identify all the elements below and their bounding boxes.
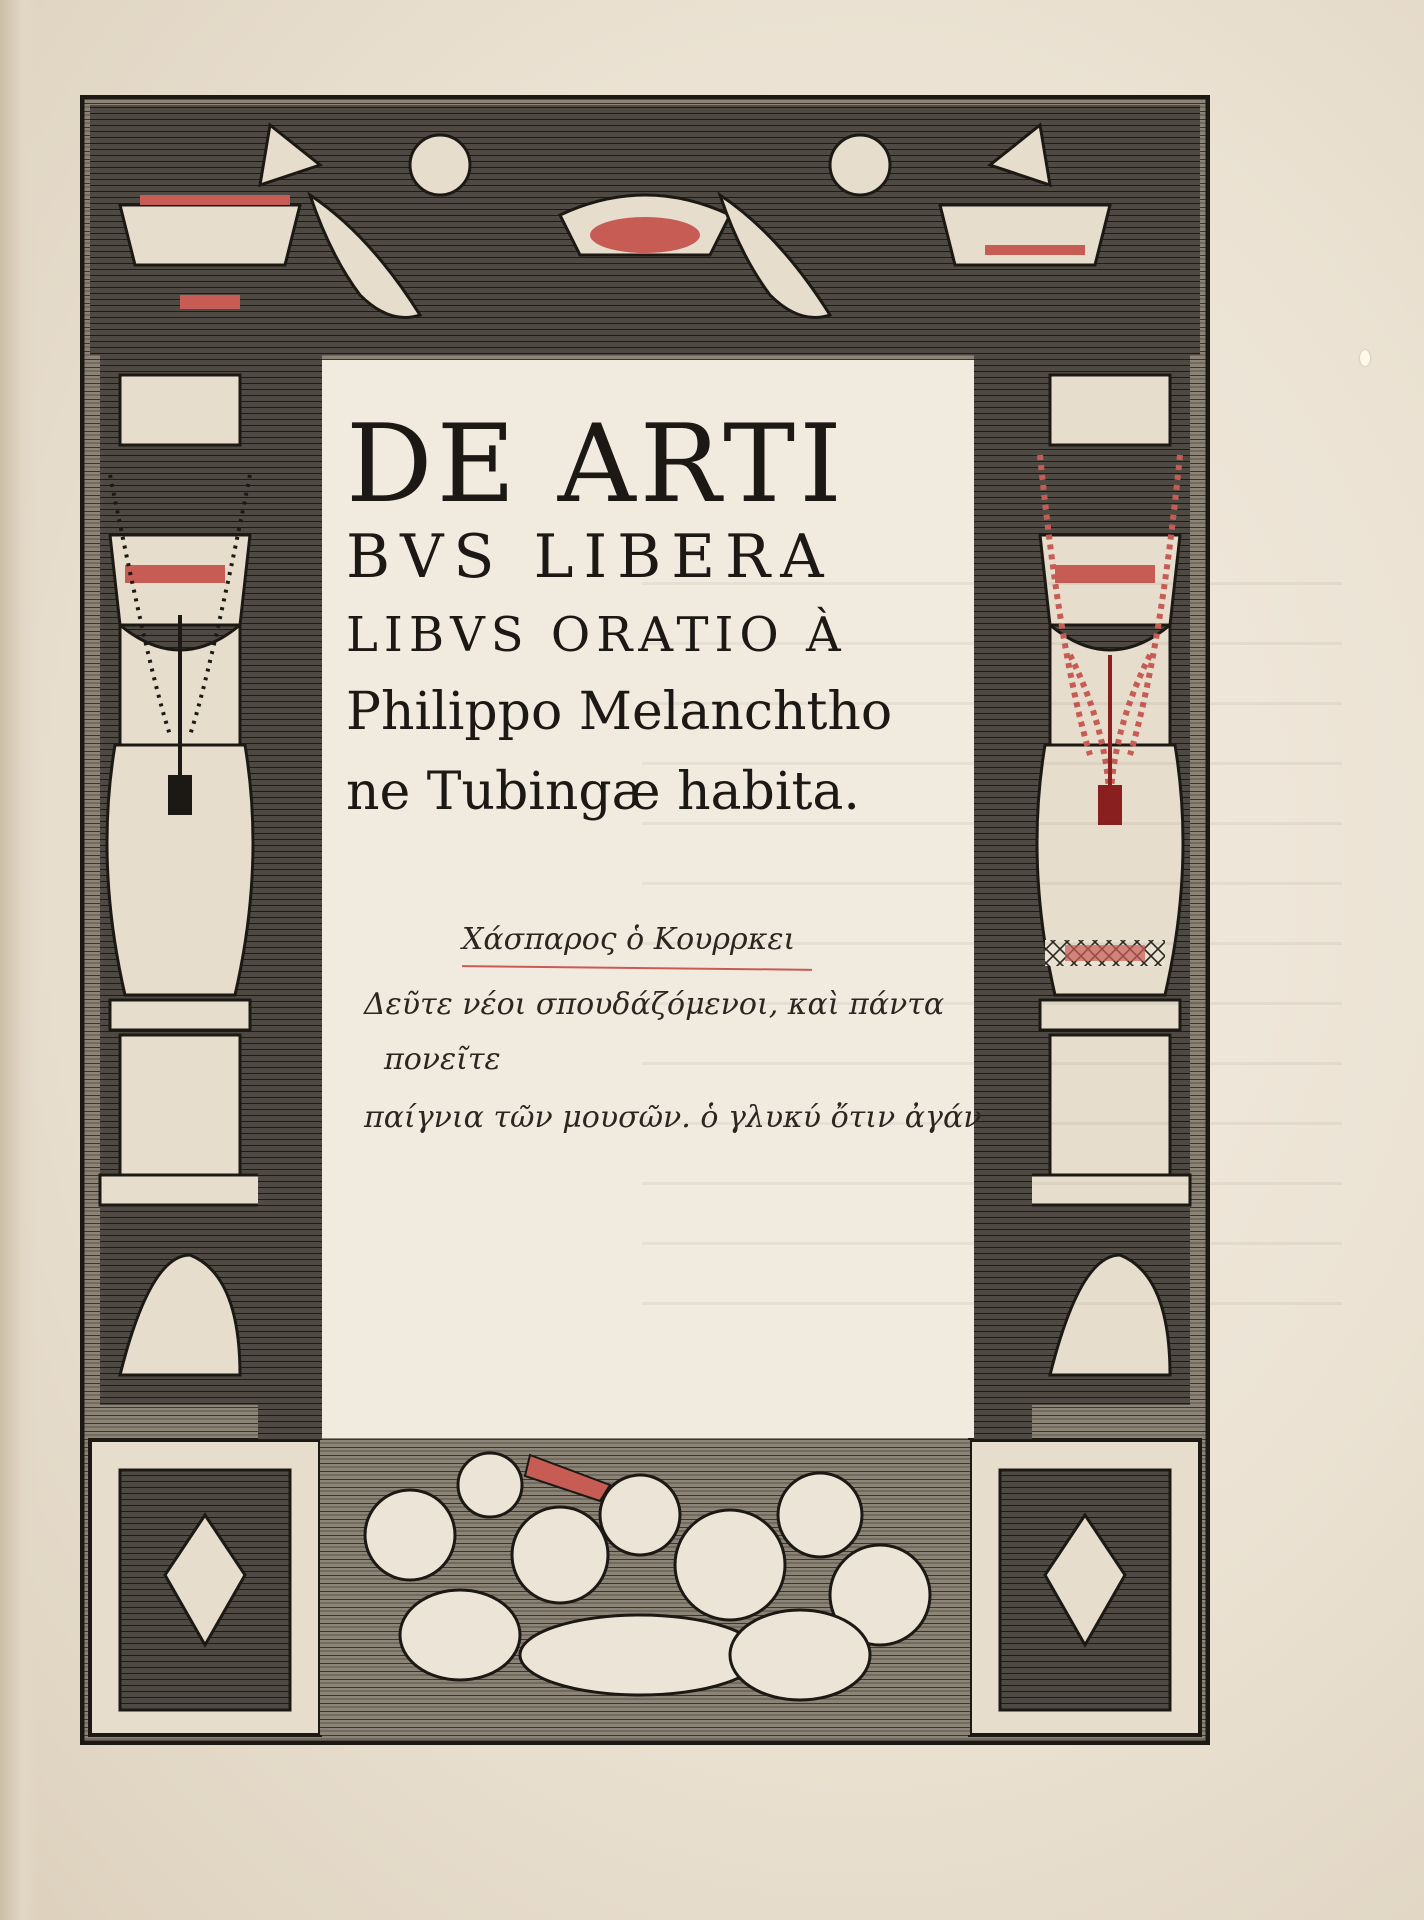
greek-verse-line-3: παίγνια τῶν μουσῶν. ὁ γλυκύ ὄτιν ἀγάν <box>364 1100 982 1135</box>
title-line-4: Philippo Melanchtho <box>346 682 893 742</box>
paper-blemish <box>1360 350 1370 366</box>
title-line-2: BVS LIBERA <box>346 522 834 592</box>
title-panel <box>322 262 982 1432</box>
greek-verse-line-1: Δεῦτε νέοι σπουδάζόμενοι, καὶ πάντα <box>364 987 945 1022</box>
binding-gutter <box>0 0 38 1920</box>
title-line-3: LIBVS ORATIO À <box>346 607 847 663</box>
owner-inscription: Χάσπαρος ὁ Κουρρκει <box>462 922 796 957</box>
title-line-5: ne Tubingæ habita. <box>346 762 860 822</box>
title-line-1: DE ARTI <box>346 402 846 527</box>
greek-verse-line-2: πονεῖτε <box>384 1042 501 1077</box>
